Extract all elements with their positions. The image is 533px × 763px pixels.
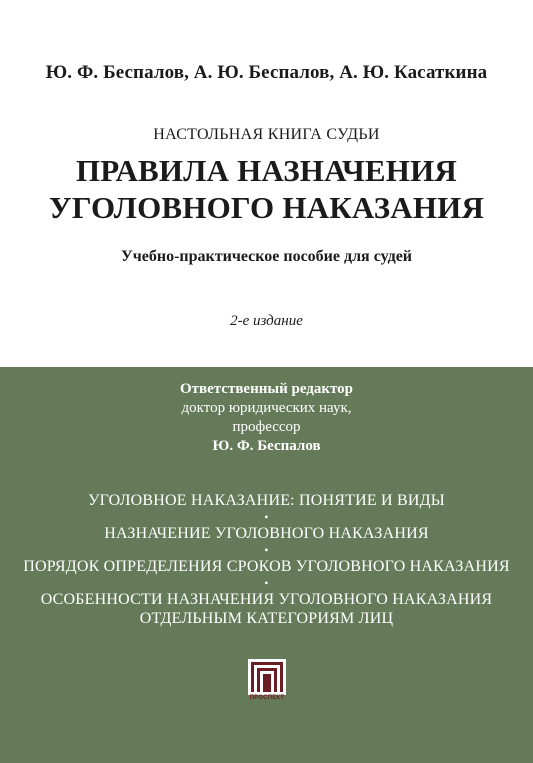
editor-role: Ответственный редактор: [179, 381, 354, 397]
editor-rank: профессор: [232, 419, 301, 435]
edition: 2-е издание: [230, 313, 303, 329]
topic-item: ПОРЯДОК ОПРЕДЕЛЕНИЯ СРОКОВ УГОЛОВНОГО НАКАЗАНИЯ: [23, 558, 510, 575]
editor-name: Ю. Ф. Беспалов: [212, 438, 321, 454]
cover-bottom-panel: [0, 367, 533, 763]
authors: Ю. Ф. Беспалов, А. Ю. Беспалов, А. Ю. Касаткина: [45, 62, 488, 83]
editor-block: [0, 380, 533, 456]
publisher-logo: [248, 659, 286, 707]
topic-item: ОТДЕЛЬНЫМ КАТЕГОРИЯМ ЛИЦ: [139, 610, 394, 627]
topic-item: ОСОБЕННОСТИ НАЗНАЧЕНИЯ УГОЛОВНОГО НАКАЗАНИЯ: [40, 591, 493, 608]
topics-list: [0, 491, 533, 628]
topic-item: УГОЛОВНОЕ НАКАЗАНИЕ: ПОНЯТИЕ И ВИДЫ: [88, 492, 445, 509]
topic-item: НАЗНАЧЕНИЕ УГОЛОВНОГО НАКАЗАНИЯ: [104, 525, 429, 542]
book-title-line-1: ПРАВИЛА НАЗНАЧЕНИЯ: [75, 153, 458, 188]
publisher-logo-icon: [248, 659, 286, 695]
book-title-line-2: УГОЛОВНОГО НАКАЗАНИЯ: [48, 190, 485, 225]
book-title: [0, 152, 533, 226]
cover-top-section: [0, 0, 533, 367]
bullet-separator: •: [264, 576, 269, 590]
bullet-separator: •: [264, 543, 269, 557]
publisher-name: ПРОСПЕКТ: [249, 695, 285, 701]
book-subtitle: Учебно-практическое пособие для судей: [120, 248, 413, 265]
bullet-separator: •: [264, 510, 269, 524]
series-title: НАСТОЛЬНАЯ КНИГА СУДЬИ: [153, 126, 380, 143]
editor-degree: доктор юридических наук,: [181, 400, 352, 416]
